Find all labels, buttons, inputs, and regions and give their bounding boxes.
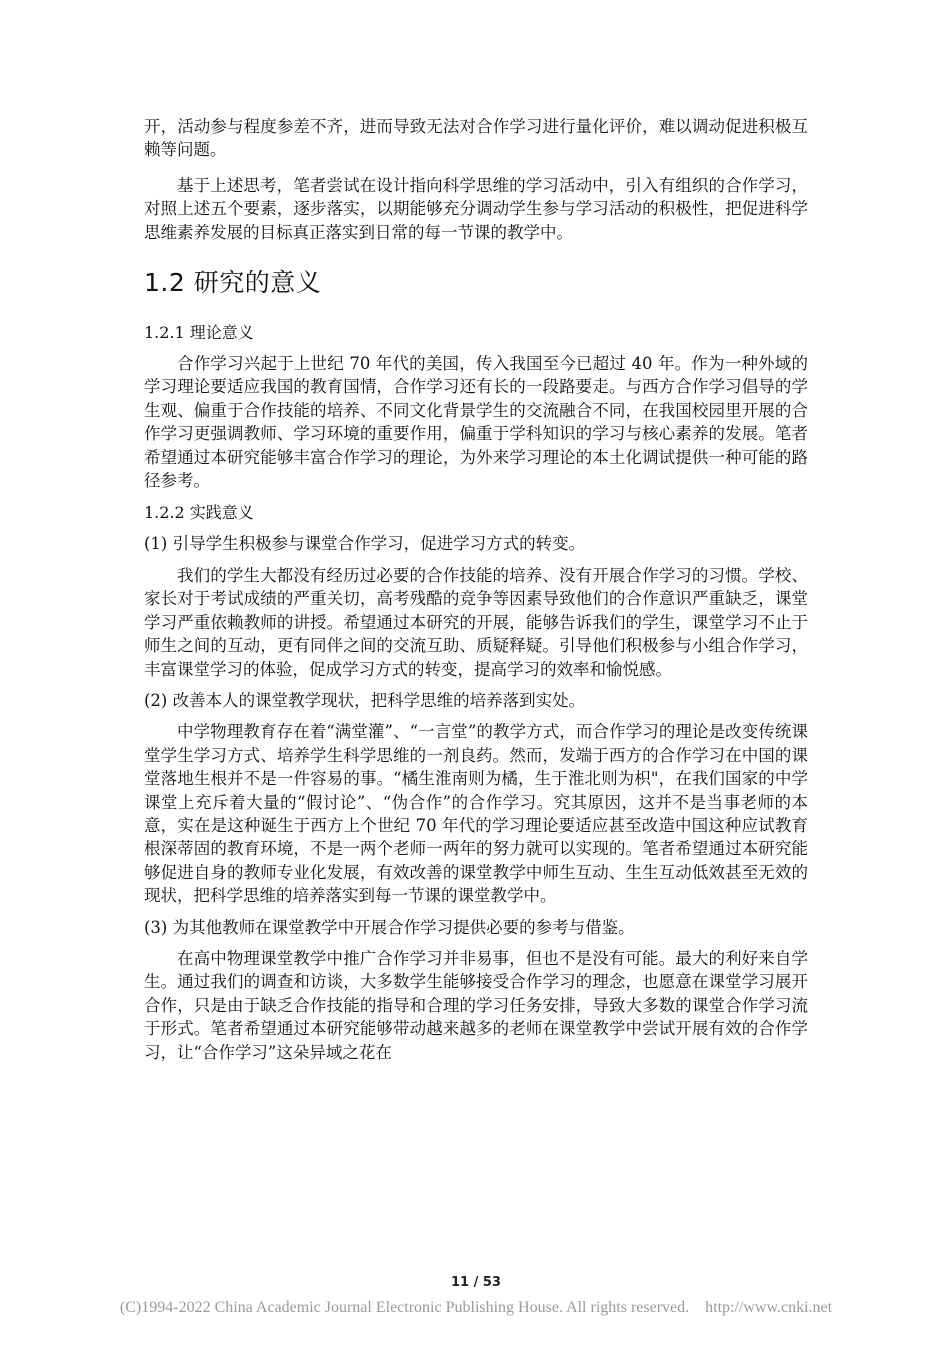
- footer-url: http://www.cnki.net: [705, 1299, 833, 1316]
- footer-copyright: (C)1994-2022 China Academic Journal Electronic Publishing House. All rights reserved.: [119, 1299, 690, 1316]
- paragraph-practice-2: 中学物理教育存在着“满堂灌”、“一言堂”的教学方式，而合作学习的理论是改变传统课堂学生学习方式、培养学生科学思维的一剂良药。然而，发端于西方的合作学习在中国的课堂落地生根并不是一件容易的事。“橘生淮南则为橘，生于淮北则为枳"，在我们国家的中学课堂上充斥着大量的“假讨论”、“伪合作”的合作学习。究其原因，这并不是当事老师的本意，实在是这种诞生于西方上个世纪 70 年代的学习理论要适应甚至改造中国这种应试教育根深蒂固的教育环境，不是一两个老师一两年的努力就可以实现的。笔者希望通过本研究能够促进自身的教师专业化发展，有效改善的课堂教学中师生互动、生生互动低效甚至无效的现状，把科学思维的培养落实到每一节课的课堂教学中。: [144, 722, 808, 906]
- page-number: 11 / 53: [451, 1275, 501, 1290]
- list-item-heading-3: (3) 为其他教师在课堂教学中开展合作学习提供必要的参考与借鉴。: [144, 917, 635, 937]
- document-page: [144, 115, 808, 1064]
- subsection-heading-theory: 1.2.1 理论意义: [144, 323, 254, 343]
- footer: [0, 1299, 952, 1317]
- section-heading: 1.2 研究的意义: [144, 268, 322, 298]
- paragraph-theory: 合作学习兴起于上世纪 70 年代的美国，传入我国至今已超过 40 年。作为一种外域的学习理论要适应我国的教育国情，合作学习还有长的一段路要走。与西方合作学习倡导的学生观、偏重于合作技能的培养、不同文化背景学生的交流融合不同，在我国校园里开展的合作学习更强调教师、学习环境的重要作用，偏重于学科知识的学习与核心素养的发展。笔者希望通过本研究能够丰富合作学习的理论，为外来学习理论的本土化调试提供一种可能的路径参考。: [144, 354, 808, 491]
- paragraph-continued: 开，活动参与程度参差不齐，进而导致无法对合作学习进行量化评价，难以调动促进积极互赖等问题。: [144, 117, 808, 160]
- subsection-heading-practice: 1.2.2 实践意义: [144, 503, 254, 523]
- paragraph-practice-1: 我们的学生大都没有经历过必要的合作技能的培养、没有开展合作学习的习惯。学校、家长对于考试成绩的严重关切，高考残酷的竞争等因素导致他们的合作意识严重缺乏，课堂学习严重依赖教师的讲授。希望通过本研究的开展，能够告诉我们的学生，课堂学习不止于师生之间的互动，更有同伴之间的交流互助、质疑释疑。引导他们积极参与小组合作学习，丰富课堂学习的体验，促成学习方式的转变，提高学习的效率和愉悦感。: [144, 565, 808, 679]
- list-item-heading-1: (1) 引导学生积极参与课堂合作学习，促进学习方式的转变。: [144, 534, 586, 554]
- paragraph-practice-3: 在高中物理课堂教学中推广合作学习并非易事，但也不是没有可能。最大的利好来自学生。通过我们的调查和访谈，大多数学生能够接受合作学习的理念，也愿意在课堂学习展开合作，只是由于缺乏合作技能的指导和合理的学习任务安排，导致大多数的课堂合作学习流于形式。笔者希望通过本研究能够带动越来越多的老师在课堂教学中尝试开展有效的合作学习，让“合作学习”这朵异域之花在: [144, 948, 808, 1062]
- paragraph-summary: 基于上述思考，笔者尝试在设计指向科学思维的学习活动中，引入有组织的合作学习，对照上述五个要素，逐步落实，以期能够充分调动学生参与学习活动的积极性，把促进科学思维素养发展的目标真正落实到日常的每一节课的教学中。: [144, 175, 808, 242]
- list-item-heading-2: (2) 改善本人的课堂教学现状，把科学思维的培养落到实处。: [144, 690, 586, 710]
